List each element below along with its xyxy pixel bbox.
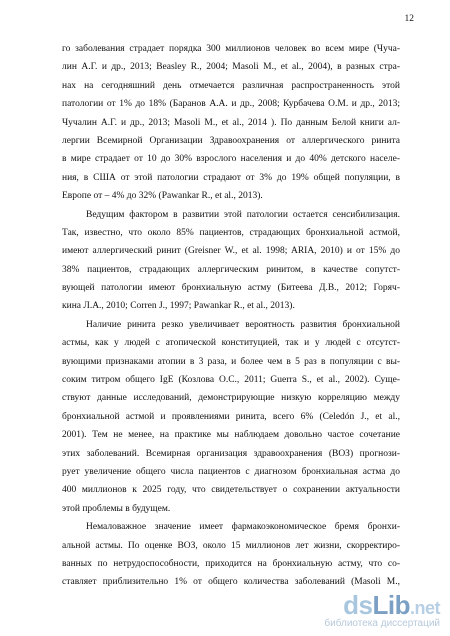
text-line: Европе от – 4% до 32% (Pawankar R., et al., 2013). — [62, 191, 263, 202]
text-line: соким титром общего IgE (Козлова О.С., 2011; Guerra S., et al., 2002). Суще- — [62, 375, 400, 386]
text-line: ния, в США от этой патологии страдают от 3% до 19% общей популяции, в — [62, 172, 400, 183]
logo-lib: Lib — [372, 590, 410, 620]
text-line: астмы, как у людей с атопической конституцией, так и у людей с отсутст- — [62, 338, 400, 349]
text-line: ствуют данные исследований, демонстрирующие низкую корреляцию между — [62, 393, 400, 404]
text-line: Так, известно, что около 85% пациентов, страдающих бронхиальной астмой, — [62, 227, 400, 238]
dslib-logo — [343, 590, 440, 621]
logo-ds: ds — [343, 590, 373, 620]
text-line: этих заболеваний. Всемирная организация здравоохранения (ВОЗ) прогнози- — [62, 448, 400, 459]
body-text — [62, 40, 400, 592]
text-line: альной астмы. По оценке ВОЗ, около 15 миллионов лет жизни, скорректиро- — [62, 540, 400, 551]
text-line: вующей патологии имеют бронхиальную астму (Битеева Д.В., 2012; Горяч- — [62, 283, 400, 294]
page-number: 12 — [404, 14, 414, 24]
text-line: рует увеличение общего числа пациентов с диагнозом бронхиальная астма до — [62, 466, 400, 477]
dslib-watermark — [300, 590, 440, 630]
text-line: лергии Всемирной Организации Здравоохранения от аллергического ринита — [62, 135, 400, 146]
watermark-subtitle: библиотека диссертаций — [324, 618, 440, 629]
text-line: Немаловажное значение имеет фармакоэкономическое бремя бронхи- — [86, 522, 400, 533]
text-line: вующими признаками атопии в 3 раза, и более чем в 5 раз в популяции с вы- — [62, 356, 400, 367]
text-line: кина Л.А., 2010; Corren J., 1997; Pawankar R., et al., 2013). — [62, 301, 295, 312]
text-line: Наличие ринита резко увеличивает вероятность развития бронхиальной — [86, 319, 400, 330]
text-line: 38% пациентов, страдающих аллергическим ринитом, в качестве сопутст- — [62, 264, 400, 275]
text-line: в мире страдает от 10 до 30% взрослого населения и до 40% детского населе- — [62, 154, 400, 165]
text-line: патологии от 1% до 18% (Баранов А.А. и др., 2008; Курбачева О.М. и др., 2013; — [62, 99, 400, 110]
text-line: нах на сегодняшний день отмечается различная распространенность этой — [62, 80, 400, 91]
text-line: ставляет приблизительно 1% от общего количества заболеваний (Masoli M., — [62, 577, 400, 588]
text-line: лин А.Г. и др., 2013; Beasley R., 2004; Masoli M., et al., 2004), в разных стра- — [62, 62, 400, 73]
text-line: Ведущим фактором в развитии этой патологии остается сенсибилизация. — [86, 209, 400, 220]
logo-net: .net — [409, 598, 440, 618]
text-line: 400 миллионов к 2025 году, что свидетельствует о сохранении актуальности — [62, 485, 400, 496]
text-line: бронхиальной астмой и проявлениями ринита, всего 6% (Celedón J., et al., — [62, 411, 400, 422]
text-line: этой проблемы в будущем. — [62, 503, 171, 514]
text-line: 2001). Тем не менее, на практике мы наблюдаем довольно частое сочетание — [62, 430, 400, 441]
text-line: ванных по нетрудоспособности, приходится на бронхиальную астму, что со- — [62, 558, 400, 569]
text-line: имеют аллергический ринит (Greisner W., et al. 1998; ARIA, 2010) и от 15% до — [62, 246, 400, 257]
text-line: Чучалин А.Г. и др., 2013; Masoli M., et al., 2014 ). По данным Белой книги ал- — [62, 117, 400, 128]
text-line: го заболевания страдает порядка 300 миллионов человек во всем мире (Чуча- — [62, 44, 400, 54]
